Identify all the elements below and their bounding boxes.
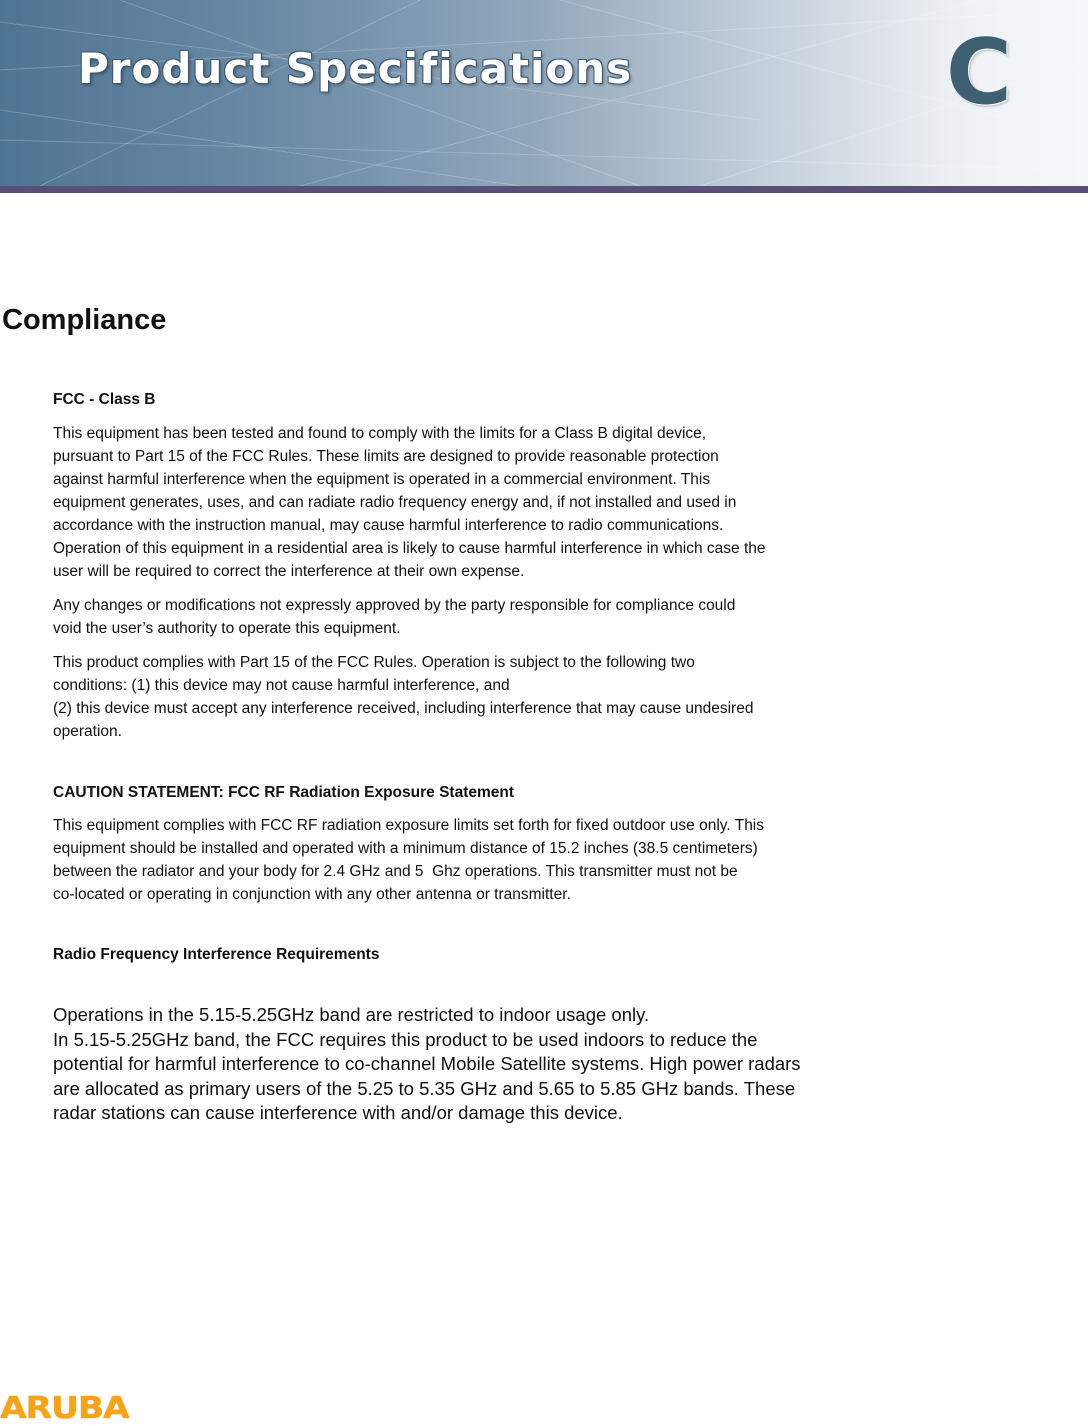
text-line: (2) this device must accept any interference received, including interference that may cause undesired [53, 700, 754, 717]
content-body [53, 390, 913, 1126]
fcc-class-b-paragraph-1 [53, 422, 913, 583]
text-line: potential for harmful interference to co-channel Mobile Satellite systems. High power radars [53, 1053, 801, 1074]
text-line: This equipment complies with FCC RF radiation exposure limits set forth for fixed outdoor use only. This [53, 817, 765, 834]
fcc-class-b-paragraph-2 [53, 594, 913, 640]
banner-decorative-lines [0, 0, 1088, 186]
text-line: equipment should be installed and operated with a minimum distance of 15.2 inches (38.5 centimeters) [53, 840, 758, 857]
text-line: user will be required to correct the interference at their own expense. [53, 563, 525, 580]
text-line: between the radiator and your body for 2.4 GHz and 5 Ghz operations. This transmitter must not be [53, 863, 738, 880]
header-banner [0, 0, 1088, 186]
rfi-paragraph [53, 1003, 913, 1126]
text-line: void the user’s authority to operate this equipment. [53, 620, 401, 637]
text-line: radar stations can cause interference with and/or damage this device. [53, 1102, 623, 1123]
text-line: equipment generates, uses, and can radiate radio frequency energy and, if not installed and used in [53, 494, 737, 511]
text-line: This equipment has been tested and found to comply with the limits for a Class B digital device, [53, 425, 707, 442]
fcc-class-b-paragraph-3 [53, 651, 913, 743]
banner-rule [0, 186, 1088, 193]
aruba-logo: ARUBA [0, 1391, 129, 1426]
caution-heading: CAUTION STATEMENT: FCC RF Radiation Exposure Statement [53, 784, 515, 801]
fcc-class-b-heading: FCC - Class B [53, 391, 156, 408]
text-line: Operations in the 5.15-5.25GHz band are restricted to indoor usage only. [53, 1004, 650, 1025]
text-line: This product complies with Part 15 of the FCC Rules. Operation is subject to the following two [53, 654, 695, 671]
text-line: operation. [53, 723, 122, 740]
text-line: Any changes or modifications not expressly approved by the party responsible for compliance could [53, 597, 736, 614]
banner-title: Product Specifications [78, 44, 633, 93]
text-line: are allocated as primary users of the 5.25 to 5.35 GHz and 5.65 to 5.85 GHz bands. These [53, 1077, 796, 1099]
text-line: pursuant to Part 15 of the FCC Rules. These limits are designed to provide reasonable protection [53, 448, 719, 465]
text-line: conditions: (1) this device may not cause harmful interference, and [53, 677, 510, 694]
section-title: Compliance [2, 304, 167, 336]
text-line: In 5.15-5.25GHz band, the FCC requires this product to be used indoors to reduce the [53, 1028, 758, 1050]
text-line: accordance with the instruction manual, may cause harmful interference to radio communications. [53, 517, 724, 534]
rfi-heading: Radio Frequency Interference Requirements [53, 946, 380, 963]
text-line: Operation of this equipment in a residential area is likely to cause harmful interference in which case the [53, 540, 766, 557]
text-line: against harmful interference when the equipment is operated in a commercial environment. This [53, 471, 711, 488]
text-line: co-located or operating in conjunction with any other antenna or transmitter. [53, 886, 571, 903]
caution-paragraph [53, 814, 913, 906]
chapter-letter: C [946, 20, 1013, 125]
